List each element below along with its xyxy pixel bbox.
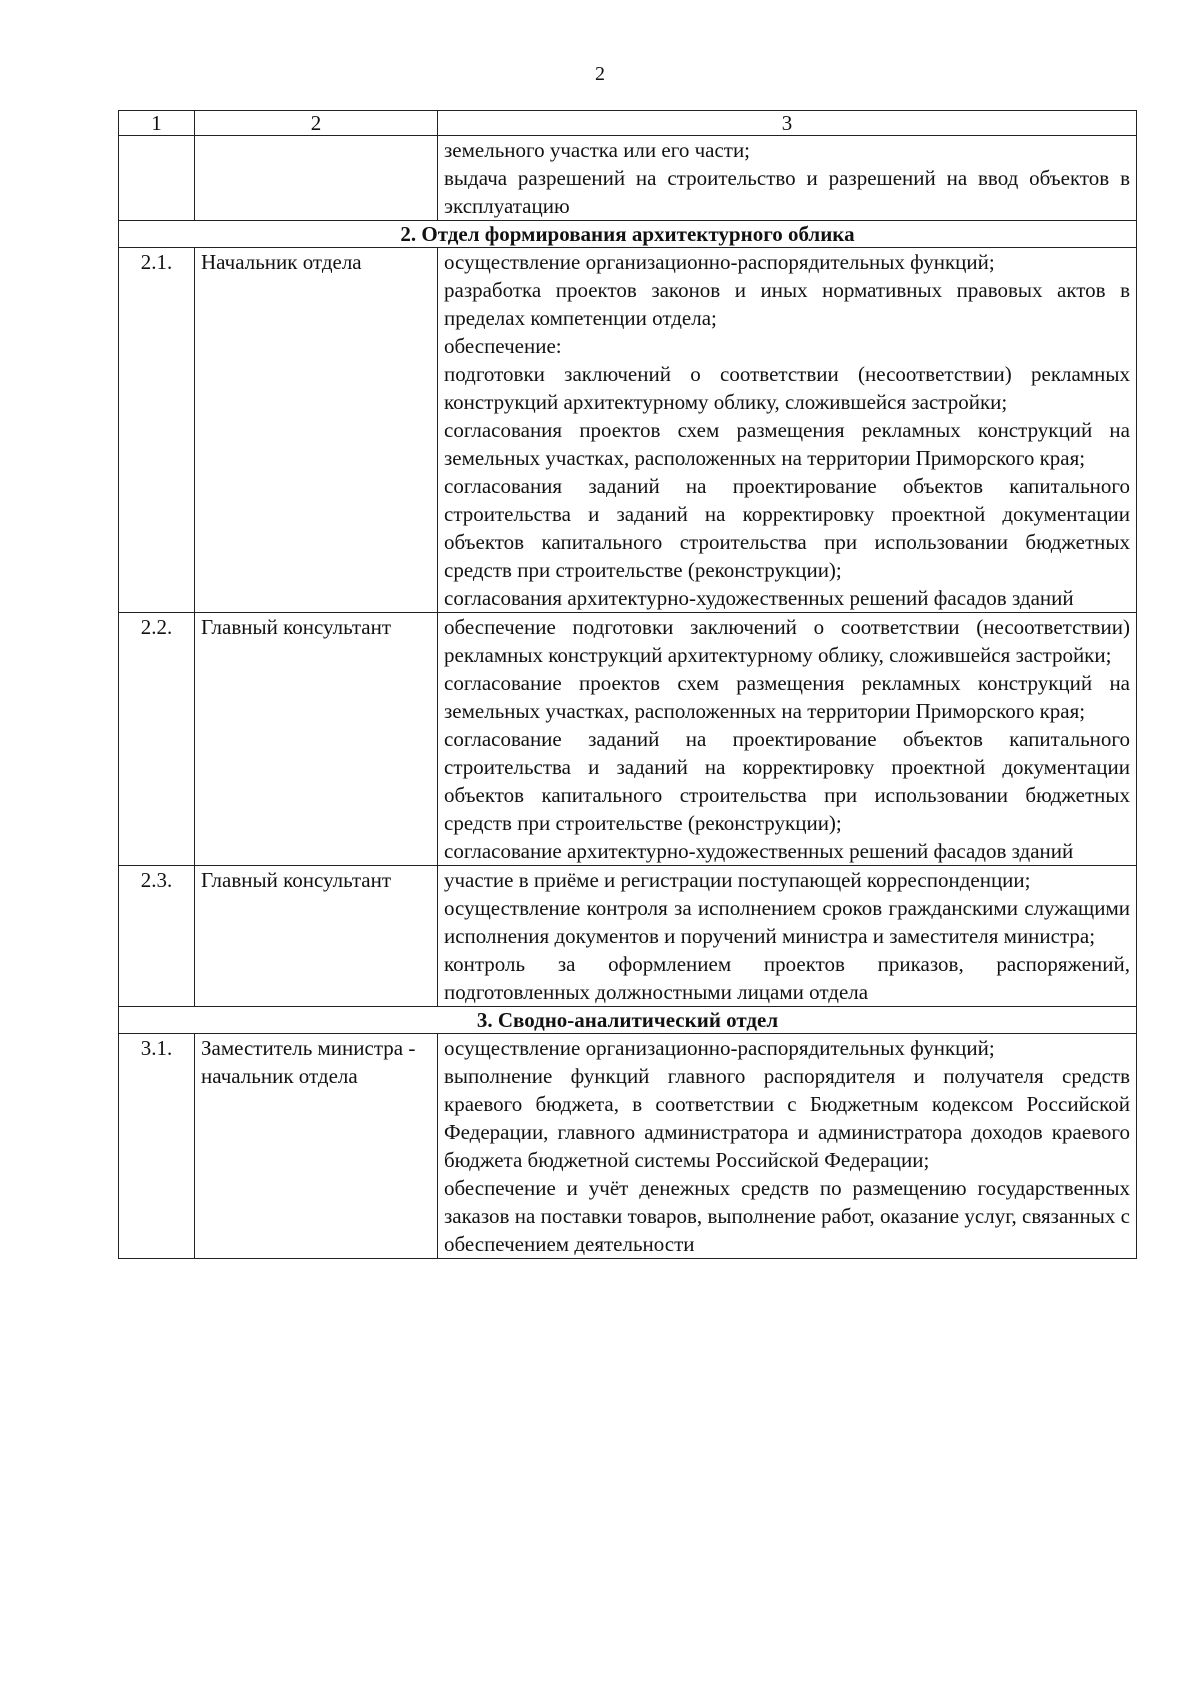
continuation-num	[119, 136, 195, 221]
duty-line: осуществление организационно-распорядительных функций;	[444, 250, 995, 274]
section-title: 2. Отдел формирования архитектурного облика	[119, 221, 1137, 248]
row-position: Начальник отдела	[195, 248, 438, 613]
table-row	[119, 1034, 1137, 1259]
page-number: 2	[595, 63, 605, 85]
table-row	[119, 866, 1137, 1007]
duty-line: обеспечение подготовки заключений о соответствии (несоответствии) рекламных конструкций архитектурному облику, сложившейся застройки;	[444, 615, 1130, 667]
section-header-row	[119, 221, 1137, 248]
row-duties	[438, 248, 1137, 613]
row-position: Главный консультант	[195, 866, 438, 1007]
duty-line: осуществление организационно-распорядительных функций;	[444, 1036, 995, 1060]
row-number: 2.3.	[119, 866, 195, 1007]
duty-line: согласование проектов схем размещения рекламных конструкций на земельных участках, расположенных на территории Приморского края;	[444, 671, 1130, 723]
row-number: 2.2.	[119, 613, 195, 866]
duty-line: участие в приёме и регистрации поступающей корреспонденции;	[444, 868, 1031, 892]
duty-line: согласование заданий на проектирование объектов капитального строительства и заданий на корректировку проектной документации объектов капитального строительства при использовании бюджетных средств при строительстве (реконструкции);	[444, 727, 1130, 835]
continuation-row	[119, 136, 1137, 221]
duty-line: выдача разрешений на строительство и разрешений на ввод объектов в эксплуатацию	[444, 166, 1130, 218]
duty-line: обеспечение:	[444, 334, 562, 358]
duty-line: согласования архитектурно-художественных решений фасадов зданий	[444, 586, 1074, 610]
continuation-duties	[438, 136, 1137, 221]
duty-line: подготовки заключений о соответствии (несоответствии) рекламных конструкций архитектурному облику, сложившейся застройки;	[444, 362, 1130, 414]
duties-table	[118, 110, 1137, 1259]
header-col-2: 2	[195, 111, 438, 136]
header-row	[119, 111, 1137, 136]
header-col-1: 1	[119, 111, 195, 136]
duty-line: контроль за оформлением проектов приказов, распоряжений, подготовленных должностными лицами отдела	[444, 952, 1130, 1004]
duty-line: разработка проектов законов и иных нормативных правовых актов в пределах компетенции отдела;	[444, 278, 1130, 330]
continuation-position	[195, 136, 438, 221]
table-row	[119, 613, 1137, 866]
row-position: Главный консультант	[195, 613, 438, 866]
row-duties	[438, 866, 1137, 1007]
duty-line: выполнение функций главного распорядителя и получателя средств краевого бюджета, в соответствии с Бюджетным кодексом Российской Федерации, главного администратора и администратора доходов краевого бюджета бюджетной системы Российской Федерации;	[444, 1064, 1130, 1172]
duty-line: осуществление контроля за исполнением сроков гражданскими служащими исполнения документов и поручений министра и заместителя министра;	[444, 896, 1130, 948]
duty-line: земельного участка или его части;	[444, 138, 751, 162]
row-number: 2.1.	[119, 248, 195, 613]
row-duties	[438, 1034, 1137, 1259]
section-header-row	[119, 1007, 1137, 1034]
row-number: 3.1.	[119, 1034, 195, 1259]
row-duties	[438, 613, 1137, 866]
header-col-3: 3	[438, 111, 1137, 136]
section-title: 3. Сводно-аналитический отдел	[119, 1007, 1137, 1034]
table-row	[119, 248, 1137, 613]
duty-line: согласование архитектурно-художественных решений фасадов зданий	[444, 839, 1074, 863]
row-position: Заместитель министра - начальник отдела	[195, 1034, 438, 1259]
duty-line: согласования проектов схем размещения рекламных конструкций на земельных участках, расположенных на территории Приморского края;	[444, 418, 1130, 470]
duty-line: согласования заданий на проектирование объектов капитального строительства и заданий на корректировку проектной документации объектов капитального строительства при использовании бюджетных средств при строительстве (реконструкции);	[444, 474, 1130, 582]
duty-line: обеспечение и учёт денежных средств по размещению государственных заказов на поставки товаров, выполнение работ, оказание услуг, связанных с обеспечением деятельности	[444, 1176, 1130, 1256]
